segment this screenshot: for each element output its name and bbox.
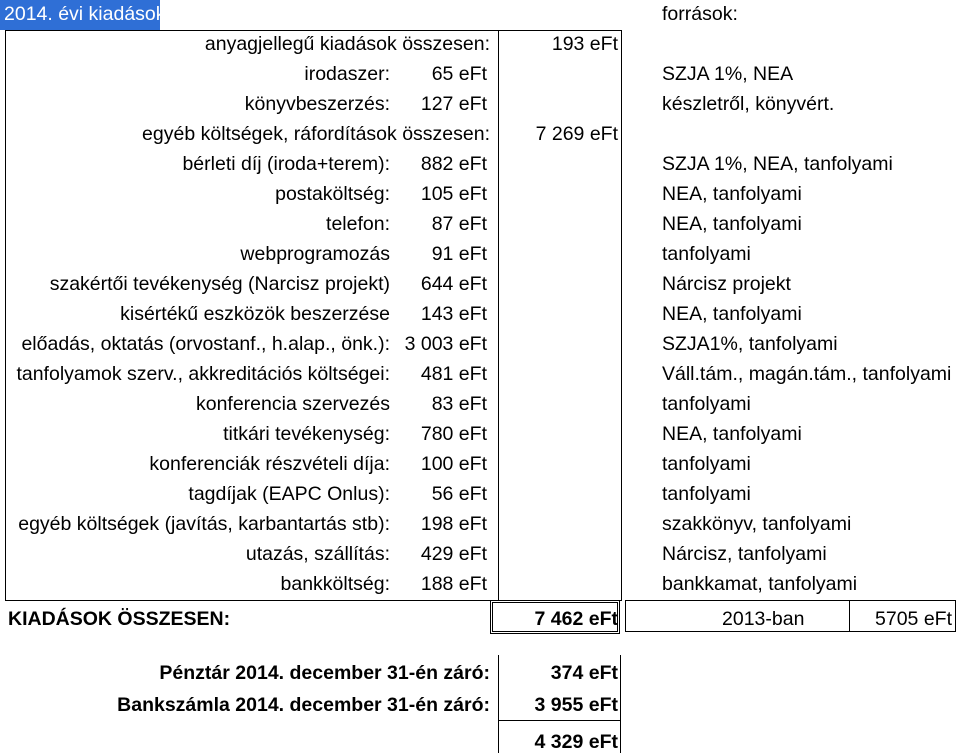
prev-year-label: 2013-ban	[722, 608, 805, 630]
item-label: kisértékű eszközök beszerzése	[120, 303, 390, 325]
closing-total: 4 329 eFt	[534, 731, 618, 753]
item-source: NEA, tanfolyami	[662, 303, 802, 325]
item-source: tanfolyami	[662, 393, 751, 415]
item-value: 65 eFt	[431, 63, 487, 85]
item-label: irodaszer:	[304, 63, 390, 85]
item-label: titkári tevékenység:	[223, 423, 390, 445]
summary-label: KIADÁSOK ÖSSZESEN:	[8, 608, 231, 630]
item-source: SZJA 1%, NEA	[662, 63, 794, 85]
item-value: 882 eFt	[420, 153, 487, 175]
prev-year-value: 5705 eFt	[875, 608, 952, 630]
bank-label: Bankszámla 2014. december 31-én záró:	[117, 694, 490, 716]
item-source: tanfolyami	[662, 243, 751, 265]
item-label: webprogramozás	[240, 243, 390, 265]
item-value: 105 eFt	[420, 183, 487, 205]
item-source: készletről, könyvért.	[662, 93, 835, 115]
item-source: tanfolyami	[662, 453, 751, 475]
item-source: NEA, tanfolyami	[662, 183, 802, 205]
page-title: 2014. évi kiadások:	[4, 3, 171, 25]
item-source: SZJA1%, tanfolyami	[662, 333, 838, 355]
item-label: tagdíjak (EAPC Onlus):	[188, 483, 390, 505]
group-total: 7 269 eFt	[535, 123, 618, 145]
item-value: 3 003 eFt	[404, 333, 487, 355]
item-label: utazás, szállítás:	[245, 543, 390, 565]
item-source: szakkönyv, tanfolyami	[662, 513, 852, 535]
box-left-border	[5, 30, 6, 600]
item-label: konferencia szervezés	[195, 393, 390, 415]
item-value: 198 eFt	[420, 513, 487, 535]
item-value: 644 eFt	[420, 273, 487, 295]
item-source: Váll.tám., magán.tám., tanfolyami	[662, 363, 952, 385]
item-label: tanfolyamok szerv., akkreditációs költségei:	[16, 363, 390, 385]
summary-total: 7 462 eFt	[534, 608, 618, 630]
item-label: szakértői tevékenység (Narcisz projekt)	[49, 273, 390, 295]
item-value: 780 eFt	[420, 423, 487, 445]
sources-header: források:	[662, 3, 738, 25]
item-label: egyéb költségek (javítás, karbantartás stb):	[18, 513, 390, 535]
item-value: 127 eFt	[420, 93, 487, 115]
item-value: 481 eFt	[420, 363, 487, 385]
item-source: NEA, tanfolyami	[662, 423, 802, 445]
bank-value: 3 955 eFt	[534, 694, 618, 716]
item-value: 83 eFt	[431, 393, 487, 415]
item-label: bérleti díj (iroda+terem):	[182, 153, 390, 175]
item-source: Nárcisz, tanfolyami	[662, 543, 827, 565]
item-value: 56 eFt	[431, 483, 487, 505]
item-value: 100 eFt	[420, 453, 487, 475]
item-source: NEA, tanfolyami	[662, 213, 802, 235]
item-source: SZJA 1%, NEA, tanfolyami	[662, 153, 893, 175]
item-value: 91 eFt	[431, 243, 487, 265]
item-label: könyvbeszerzés:	[244, 93, 390, 115]
group-label: egyéb költségek, ráfordítások összesen:	[142, 123, 490, 145]
box-top-border	[5, 30, 621, 31]
item-label: konferenciák részvételi díja:	[149, 453, 390, 475]
box-divider	[498, 30, 499, 600]
cash-value: 374 eFt	[550, 662, 618, 684]
item-label: előadás, oktatás (orvostanf., h.alap., önk.):	[21, 333, 390, 355]
item-value: 143 eFt	[420, 303, 487, 325]
item-source: bankkamat, tanfolyami	[662, 573, 858, 595]
group-label: anyagjellegű kiadások összesen:	[204, 33, 490, 55]
box-right-border	[621, 30, 622, 600]
item-source: tanfolyami	[662, 483, 751, 505]
cash-label: Pénztár 2014. december 31-én záró:	[159, 662, 490, 684]
item-label: telefon:	[326, 213, 390, 235]
closing-sum-line	[498, 720, 621, 721]
item-value: 87 eFt	[431, 213, 487, 235]
group-total: 193 eFt	[551, 33, 618, 55]
item-source: Nárcisz projekt	[662, 273, 791, 295]
item-label: postaköltség:	[275, 183, 390, 205]
item-label: bankköltség:	[280, 573, 390, 595]
item-value: 188 eFt	[420, 573, 487, 595]
prev-year-divider	[849, 600, 850, 632]
item-value: 429 eFt	[420, 543, 487, 565]
